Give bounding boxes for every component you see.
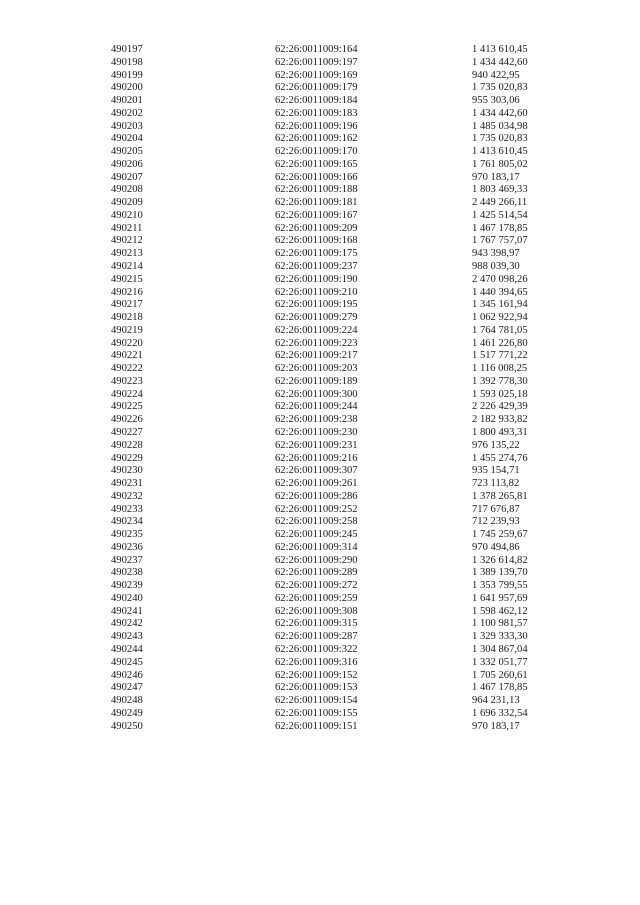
row-number-cell: 490242: [111, 618, 143, 630]
cadastral-value-cell: 1 100 981,57: [472, 618, 528, 630]
cadastral-number-cell: 62:26:0011009:190: [275, 273, 358, 285]
table-row: [0, 618, 640, 631]
row-number-cell: 490206: [111, 158, 143, 170]
cadastral-value-cell: 1 353 799,55: [472, 580, 528, 592]
row-number-cell: 490215: [111, 273, 143, 285]
table-row: [0, 287, 640, 300]
table-row: [0, 721, 640, 734]
cadastral-number-cell: 62:26:0011009:300: [275, 388, 358, 400]
table-row: [0, 555, 640, 568]
cadastral-number-cell: 62:26:0011009:244: [275, 401, 358, 413]
cadastral-number-cell: 62:26:0011009:170: [275, 146, 358, 158]
row-number-cell: 490247: [111, 682, 143, 694]
cadastral-number-cell: 62:26:0011009:197: [275, 56, 358, 68]
cadastral-value-cell: 723 113,82: [472, 478, 520, 490]
row-number-cell: 490216: [111, 286, 143, 298]
table-row: [0, 70, 640, 83]
table-row: [0, 516, 640, 529]
cadastral-value-cell: 1 413 610,45: [472, 44, 528, 55]
cadastral-value-cell: 1 517 771,22: [472, 350, 528, 362]
table-row: [0, 567, 640, 580]
row-number-cell: 490213: [111, 248, 143, 260]
table-row: [0, 146, 640, 159]
cadastral-value-cell: 1 304 867,04: [472, 643, 528, 655]
row-number-cell: 490197: [111, 44, 143, 55]
row-number-cell: 490203: [111, 120, 143, 132]
row-number-cell: 490209: [111, 197, 143, 209]
cadastral-number-cell: 62:26:0011009:154: [275, 695, 358, 707]
table-row: [0, 108, 640, 121]
cadastral-number-cell: 62:26:0011009:289: [275, 567, 358, 579]
cadastral-value-cell: 1 332 051,77: [472, 656, 528, 668]
table-row: [0, 606, 640, 619]
row-number-cell: 490200: [111, 82, 143, 94]
table-row: [0, 133, 640, 146]
table-row: [0, 210, 640, 223]
row-number-cell: 490249: [111, 707, 143, 719]
row-number-cell: 490240: [111, 592, 143, 604]
row-number-cell: 490245: [111, 656, 143, 668]
cadastral-value-cell: 2 470 098,26: [472, 273, 528, 285]
cadastral-number-cell: 62:26:0011009:287: [275, 631, 358, 643]
row-number-cell: 490217: [111, 299, 143, 311]
table-row: [0, 312, 640, 325]
table-row: [0, 478, 640, 491]
cadastral-number-cell: 62:26:0011009:245: [275, 529, 358, 541]
row-number-cell: 490221: [111, 350, 143, 362]
cadastral-number-cell: 62:26:0011009:315: [275, 618, 358, 630]
cadastral-value-cell: 1 062 922,94: [472, 312, 528, 324]
cadastral-value-cell: 1 389 139,70: [472, 567, 528, 579]
cadastral-value-cell: 1 485 034,98: [472, 120, 528, 132]
row-number-cell: 490212: [111, 235, 143, 247]
row-number-cell: 490210: [111, 209, 143, 221]
table-row: [0, 376, 640, 389]
cadastral-number-cell: 62:26:0011009:203: [275, 363, 358, 375]
table-row: [0, 440, 640, 453]
row-number-cell: 490223: [111, 375, 143, 387]
cadastral-number-cell: 62:26:0011009:216: [275, 452, 358, 464]
row-number-cell: 490218: [111, 312, 143, 324]
cadastral-number-cell: 62:26:0011009:210: [275, 286, 358, 298]
row-number-cell: 490208: [111, 184, 143, 196]
cadastral-number-cell: 62:26:0011009:314: [275, 541, 358, 553]
cadastral-number-cell: 62:26:0011009:181: [275, 197, 358, 209]
cadastral-number-cell: 62:26:0011009:290: [275, 554, 358, 566]
cadastral-value-cell: 1 696 332,54: [472, 707, 528, 719]
row-number-cell: 490248: [111, 695, 143, 707]
cadastral-number-cell: 62:26:0011009:152: [275, 669, 358, 681]
cadastral-value-cell: 1 467 178,85: [472, 682, 528, 694]
cadastral-value-cell: 1 329 333,30: [472, 631, 528, 643]
cadastral-value-cell: 717 676,87: [472, 503, 520, 515]
table-row: [0, 223, 640, 236]
cadastral-number-cell: 62:26:0011009:167: [275, 209, 358, 221]
cadastral-value-cell: 1 434 442,60: [472, 107, 528, 119]
table-row: [0, 465, 640, 478]
cadastral-number-cell: 62:26:0011009:258: [275, 516, 358, 528]
cadastral-value-cell: 955 303,06: [472, 95, 520, 107]
cadastral-value-cell: 1 598 462,12: [472, 605, 528, 617]
table-row: [0, 389, 640, 402]
row-number-cell: 490205: [111, 146, 143, 158]
row-number-cell: 490224: [111, 388, 143, 400]
cadastral-value-cell: 1 392 778,30: [472, 375, 528, 387]
row-number-cell: 490250: [111, 720, 143, 732]
row-number-cell: 490244: [111, 643, 143, 655]
table-row: [0, 504, 640, 517]
cadastral-value-cell: 943 398,97: [472, 248, 520, 260]
table-row: [0, 338, 640, 351]
cadastral-value-cell: 1 735 020,83: [472, 82, 528, 94]
cadastral-value-cell: 1 705 260,61: [472, 669, 528, 681]
cadastral-number-cell: 62:26:0011009:272: [275, 580, 358, 592]
table-row: [0, 274, 640, 287]
cadastral-value-cell: 1 455 274,76: [472, 452, 528, 464]
cadastral-number-cell: 62:26:0011009:168: [275, 235, 358, 247]
row-number-cell: 490219: [111, 324, 143, 336]
row-number-cell: 490214: [111, 261, 143, 273]
cadastral-number-cell: 62:26:0011009:151: [275, 720, 358, 732]
cadastral-number-cell: 62:26:0011009:155: [275, 707, 358, 719]
cadastral-number-cell: 62:26:0011009:316: [275, 656, 358, 668]
row-number-cell: 490222: [111, 363, 143, 375]
table-row: [0, 172, 640, 185]
table-row: [0, 57, 640, 70]
cadastral-value-cell: 1 425 514,54: [472, 209, 528, 221]
cadastral-value-cell: 1 326 614,82: [472, 554, 528, 566]
table-row: [0, 529, 640, 542]
row-number-cell: 490229: [111, 452, 143, 464]
cadastral-value-cell: 1 434 442,60: [472, 56, 528, 68]
cadastral-number-cell: 62:26:0011009:189: [275, 375, 358, 387]
row-number-cell: 490227: [111, 426, 143, 438]
cadastral-number-cell: 62:26:0011009:217: [275, 350, 358, 362]
row-number-cell: 490198: [111, 56, 143, 68]
cadastral-number-cell: 62:26:0011009:188: [275, 184, 358, 196]
cadastral-value-cell: 940 422,95: [472, 69, 520, 81]
cadastral-number-cell: 62:26:0011009:153: [275, 682, 358, 694]
row-number-cell: 490202: [111, 107, 143, 119]
cadastral-number-cell: 62:26:0011009:224: [275, 324, 358, 336]
cadastral-value-cell: 1 116 008,25: [472, 363, 528, 375]
table-row: [0, 261, 640, 274]
row-number-cell: 490234: [111, 516, 143, 528]
cadastral-number-cell: 62:26:0011009:184: [275, 95, 358, 107]
table-row: [0, 299, 640, 312]
cadastral-value-cell: 1 378 265,81: [472, 490, 528, 502]
row-number-cell: 490246: [111, 669, 143, 681]
table-row: [0, 82, 640, 95]
cadastral-number-cell: 62:26:0011009:237: [275, 261, 358, 273]
table-row: [0, 235, 640, 248]
row-number-cell: 490225: [111, 401, 143, 413]
row-number-cell: 490226: [111, 414, 143, 426]
row-number-cell: 490232: [111, 490, 143, 502]
table-row: [0, 95, 640, 108]
row-number-cell: 490230: [111, 465, 143, 477]
row-number-cell: 490231: [111, 478, 143, 490]
cadastral-value-cell: 1 345 161,94: [472, 299, 528, 311]
table-row: [0, 580, 640, 593]
cadastral-value-cell: 1 440 394,65: [472, 286, 528, 298]
cadastral-value-cell: 1 467 178,85: [472, 222, 528, 234]
cadastral-value-table: [0, 44, 640, 733]
cadastral-number-cell: 62:26:0011009:259: [275, 592, 358, 604]
table-row: [0, 414, 640, 427]
cadastral-value-cell: 2 182 933,82: [472, 414, 528, 426]
row-number-cell: 490241: [111, 605, 143, 617]
cadastral-number-cell: 62:26:0011009:162: [275, 133, 358, 145]
cadastral-number-cell: 62:26:0011009:238: [275, 414, 358, 426]
row-number-cell: 490233: [111, 503, 143, 515]
table-row: [0, 121, 640, 134]
table-row: [0, 363, 640, 376]
table-row: [0, 631, 640, 644]
table-row: [0, 44, 640, 57]
table-row: [0, 695, 640, 708]
cadastral-value-cell: 1 800 493,31: [472, 426, 528, 438]
cadastral-value-cell: 970 494,86: [472, 541, 520, 553]
cadastral-number-cell: 62:26:0011009:322: [275, 643, 358, 655]
table-row: [0, 427, 640, 440]
cadastral-value-cell: 970 183,17: [472, 720, 520, 732]
cadastral-number-cell: 62:26:0011009:165: [275, 158, 358, 170]
cadastral-number-cell: 62:26:0011009:209: [275, 222, 358, 234]
table-row: [0, 682, 640, 695]
row-number-cell: 490201: [111, 95, 143, 107]
cadastral-number-cell: 62:26:0011009:179: [275, 82, 358, 94]
row-number-cell: 490207: [111, 171, 143, 183]
table-row: [0, 542, 640, 555]
cadastral-value-cell: 988 039,30: [472, 261, 520, 273]
cadastral-value-cell: 1 735 020,83: [472, 133, 528, 145]
cadastral-value-cell: 1 764 781,05: [472, 324, 528, 336]
cadastral-number-cell: 62:26:0011009:175: [275, 248, 358, 260]
table-row: [0, 401, 640, 414]
cadastral-number-cell: 62:26:0011009:196: [275, 120, 358, 132]
cadastral-number-cell: 62:26:0011009:164: [275, 44, 358, 55]
table-row: [0, 350, 640, 363]
row-number-cell: 490237: [111, 554, 143, 566]
table-row: [0, 197, 640, 210]
cadastral-value-cell: 1 593 025,18: [472, 388, 528, 400]
table-row: [0, 491, 640, 504]
table-row: [0, 593, 640, 606]
cadastral-number-cell: 62:26:0011009:223: [275, 337, 358, 349]
cadastral-number-cell: 62:26:0011009:261: [275, 478, 358, 490]
cadastral-number-cell: 62:26:0011009:307: [275, 465, 358, 477]
cadastral-number-cell: 62:26:0011009:230: [275, 426, 358, 438]
table-row: [0, 325, 640, 338]
row-number-cell: 490239: [111, 580, 143, 592]
cadastral-value-cell: 1 461 226,80: [472, 337, 528, 349]
row-number-cell: 490199: [111, 69, 143, 81]
cadastral-number-cell: 62:26:0011009:183: [275, 107, 358, 119]
cadastral-number-cell: 62:26:0011009:252: [275, 503, 358, 515]
cadastral-value-cell: 1 761 805,02: [472, 158, 528, 170]
cadastral-value-cell: 976 135,22: [472, 439, 520, 451]
table-row: [0, 453, 640, 466]
cadastral-value-cell: 712 239,93: [472, 516, 520, 528]
cadastral-number-cell: 62:26:0011009:279: [275, 312, 358, 324]
cadastral-value-cell: 2 449 266,11: [472, 197, 528, 209]
row-number-cell: 490243: [111, 631, 143, 643]
table-row: [0, 657, 640, 670]
row-number-cell: 490204: [111, 133, 143, 145]
row-number-cell: 490220: [111, 337, 143, 349]
table-row: [0, 159, 640, 172]
cadastral-number-cell: 62:26:0011009:286: [275, 490, 358, 502]
table-row: [0, 708, 640, 721]
cadastral-number-cell: 62:26:0011009:231: [275, 439, 358, 451]
cadastral-value-cell: 1 413 610,45: [472, 146, 528, 158]
table-row: [0, 670, 640, 683]
row-number-cell: 490228: [111, 439, 143, 451]
cadastral-value-cell: 935 154,71: [472, 465, 520, 477]
table-row: [0, 248, 640, 261]
cadastral-value-cell: 964 231,13: [472, 695, 520, 707]
cadastral-value-cell: 1 641 957,69: [472, 592, 528, 604]
row-number-cell: 490236: [111, 541, 143, 553]
row-number-cell: 490238: [111, 567, 143, 579]
cadastral-value-cell: 2 226 429,39: [472, 401, 528, 413]
table-row: [0, 644, 640, 657]
cadastral-number-cell: 62:26:0011009:169: [275, 69, 358, 81]
cadastral-value-cell: 1 745 259,67: [472, 529, 528, 541]
cadastral-value-cell: 1 803 469,33: [472, 184, 528, 196]
cadastral-number-cell: 62:26:0011009:308: [275, 605, 358, 617]
cadastral-value-cell: 970 183,17: [472, 171, 520, 183]
cadastral-number-cell: 62:26:0011009:195: [275, 299, 358, 311]
cadastral-number-cell: 62:26:0011009:166: [275, 171, 358, 183]
row-number-cell: 490235: [111, 529, 143, 541]
cadastral-value-cell: 1 767 757,07: [472, 235, 528, 247]
table-row: [0, 184, 640, 197]
row-number-cell: 490211: [111, 222, 143, 234]
